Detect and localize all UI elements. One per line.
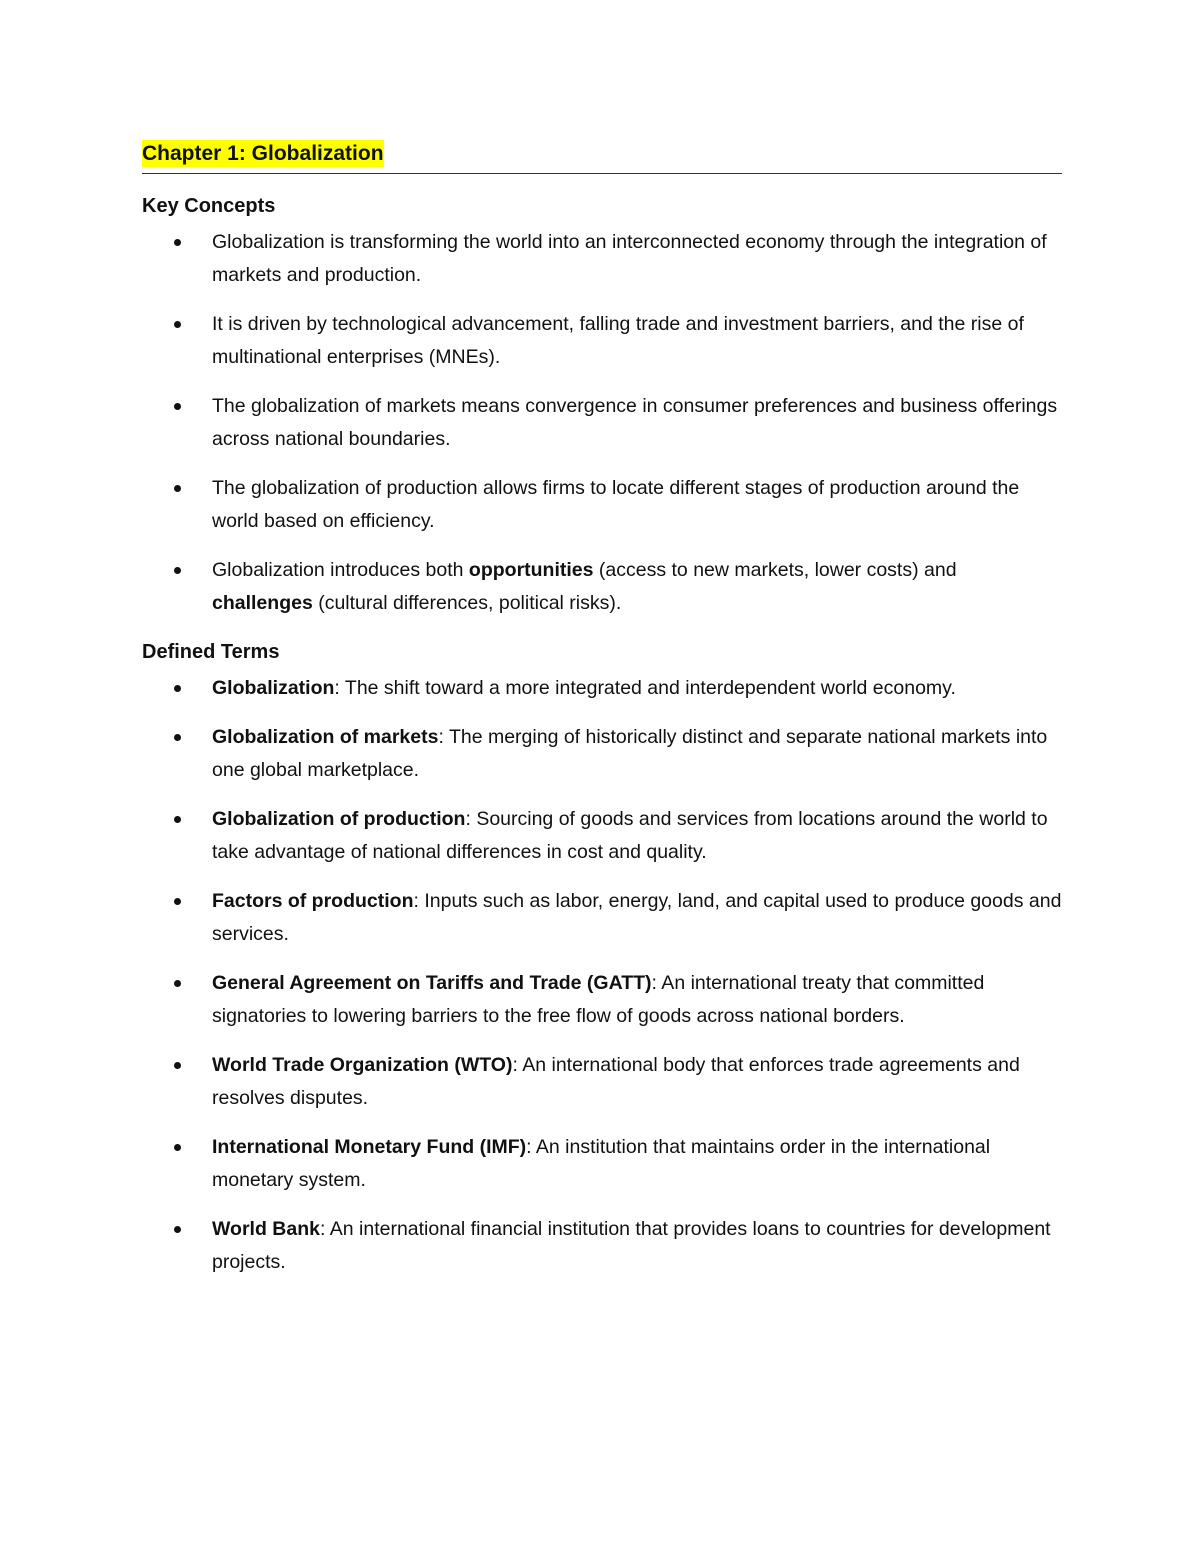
- bullet-icon: [174, 403, 181, 410]
- list-item: [142, 390, 1062, 456]
- concept-bold-term: challenges: [212, 592, 313, 614]
- concept-text: It is driven by technological advancement, falling trade and investment barriers, and the rise of multinational enterprises (MNEs).: [212, 313, 1024, 368]
- concept-text-part: (access to new markets, lower costs) and: [593, 559, 957, 581]
- bullet-icon: [174, 567, 181, 574]
- bullet-icon: [174, 321, 181, 328]
- term-definition: : Inputs such as labor, energy, land, and capital used to produce goods and services.: [212, 890, 1062, 945]
- term-definition: : An international body that enforces trade agreements and resolves disputes.: [212, 1054, 1020, 1109]
- title-divider: [142, 173, 1062, 174]
- defined-terms-list: [142, 672, 1062, 1279]
- chapter-title: [142, 138, 1062, 170]
- document-page: [142, 138, 1062, 1295]
- term-name: International Monetary Fund (IMF): [212, 1136, 527, 1158]
- concept-text: Globalization is transforming the world into an interconnected economy through the integration of markets and production.: [212, 231, 1047, 286]
- list-item: [142, 554, 1062, 620]
- list-item: [142, 967, 1062, 1033]
- list-item: [142, 1049, 1062, 1115]
- list-item: [142, 1213, 1062, 1279]
- concept-bold-term: opportunities: [468, 559, 594, 581]
- list-item: [142, 1131, 1062, 1197]
- term-name: Globalization of markets: [212, 726, 439, 748]
- term-definition: : Sourcing of goods and services from locations around the world to take advantage of national differences in cost and quality.: [212, 808, 1048, 863]
- bullet-icon: [174, 485, 181, 492]
- bullet-icon: [174, 734, 181, 741]
- term-definition: : An international treaty that committed signatories to lowering barriers to the free flow of goods across national borders.: [212, 972, 985, 1027]
- bullet-icon: [174, 980, 181, 987]
- bullet-icon: [174, 685, 181, 692]
- list-item: [142, 803, 1062, 869]
- concept-text-part: (cultural differences, political risks).: [312, 592, 622, 614]
- bullet-icon: [174, 1062, 181, 1069]
- term-name: Globalization: [212, 677, 335, 699]
- term-name: World Bank: [212, 1218, 320, 1240]
- concept-text-part: Globalization introduces both: [212, 559, 469, 581]
- list-item: [142, 308, 1062, 374]
- term-definition: : An institution that maintains order in the international monetary system.: [212, 1136, 991, 1191]
- term-definition: : The shift toward a more integrated and interdependent world economy.: [334, 677, 956, 699]
- concept-text: The globalization of markets means convergence in consumer preferences and business offerings across national boundaries.: [212, 395, 1058, 450]
- list-item: [142, 226, 1062, 292]
- bullet-icon: [174, 1226, 181, 1233]
- key-concepts-list: [142, 226, 1062, 620]
- key-concepts-heading: Key Concepts: [142, 195, 276, 217]
- term-name: World Trade Organization (WTO): [212, 1054, 513, 1076]
- term-name: Globalization of production: [212, 808, 466, 830]
- term-name: Factors of production: [212, 890, 414, 912]
- bullet-icon: [174, 816, 181, 823]
- term-definition: : The merging of historically distinct and separate national markets into one global marketplace.: [212, 726, 1048, 781]
- list-item: [142, 885, 1062, 951]
- defined-terms-heading: Defined Terms: [142, 641, 280, 663]
- term-name: General Agreement on Tariffs and Trade (GATT): [212, 972, 652, 994]
- list-item: [142, 672, 1062, 705]
- bullet-icon: [174, 1144, 181, 1151]
- concept-text: The globalization of production allows firms to locate different stages of production around the world based on efficiency.: [212, 477, 1020, 532]
- chapter-title-highlight: Chapter 1: Globalization: [142, 142, 384, 165]
- term-definition: : An international financial institution that provides loans to countries for development projects.: [212, 1218, 1051, 1273]
- list-item: [142, 721, 1062, 787]
- list-item: [142, 472, 1062, 538]
- bullet-icon: [174, 898, 181, 905]
- bullet-icon: [174, 239, 181, 246]
